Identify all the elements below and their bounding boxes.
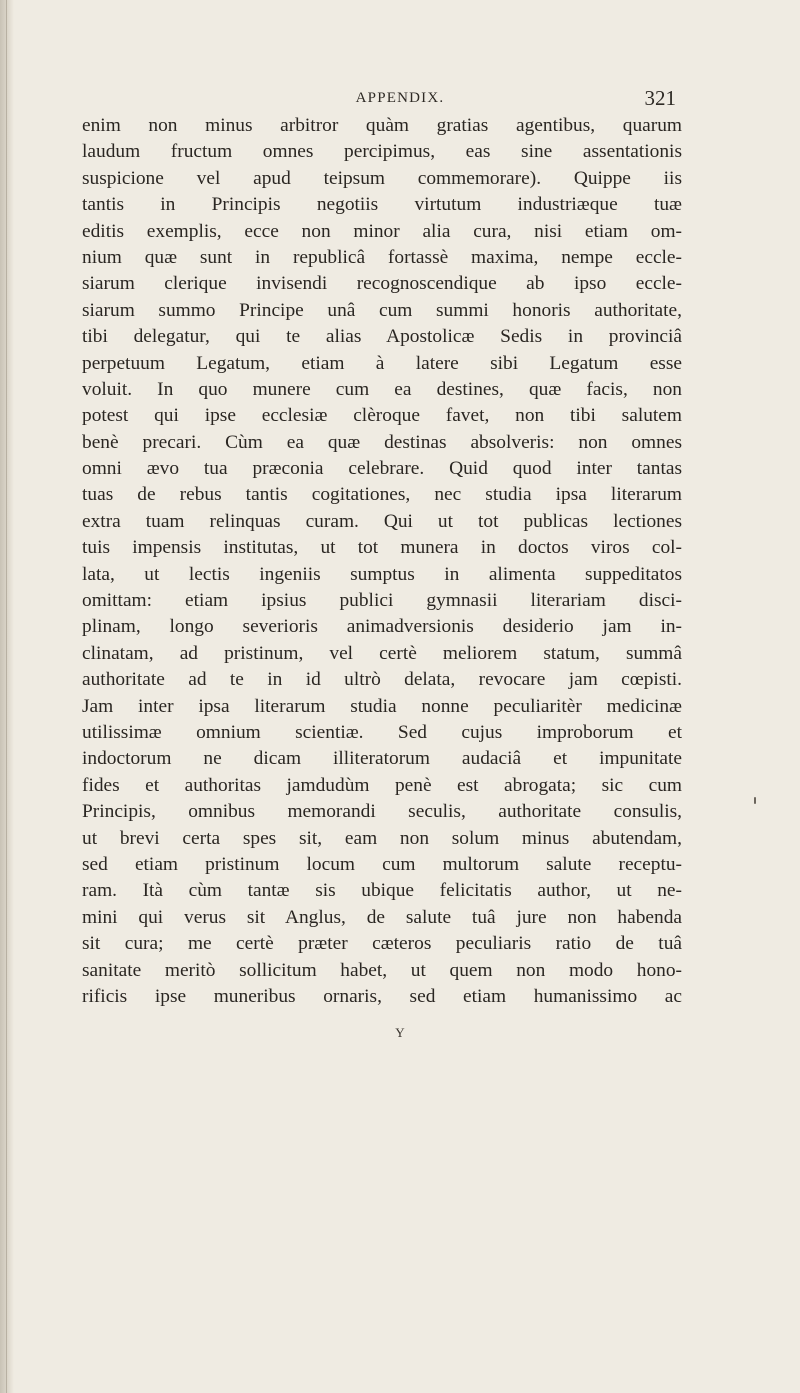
text-line: editis exemplis, ecce non minor alia cura, nisi etiam om- xyxy=(82,220,682,242)
text-line: siarum clerique invisendi recognoscendique ab ipso eccle- xyxy=(82,273,682,295)
page-number: 321 xyxy=(644,86,676,110)
text-line: tantis in Principis negotiis virtutum industriæque tuæ xyxy=(82,194,682,216)
text-line: voluit. In quo munere cum ea destines, quæ facis, non xyxy=(82,378,682,400)
binding-edge xyxy=(6,0,7,1393)
text-line: benè precari. Cùm ea quæ destinas absolveris: non omnes xyxy=(82,431,682,453)
text-line: authoritate ad te in id ultrò delata, revocare jam cœpisti. xyxy=(82,669,682,691)
page-gutter-shadow xyxy=(0,0,14,1393)
text-line: tuas de rebus tantis cogitationes, nec studia ipsa literarum xyxy=(82,484,682,506)
text-line: siarum summo Principe unâ cum summi honoris authoritate, xyxy=(82,299,682,321)
text-line: clinatam, ad pristinum, vel certè meliorem statum, summâ xyxy=(82,642,682,664)
text-line: tibi delegatur, qui te alias Apostolicæ Sedis in provinciâ xyxy=(82,326,682,348)
text-line: Principis, omnibus memorandi seculis, authoritate consulis, xyxy=(82,801,682,823)
text-line: rificis ipse muneribus ornaris, sed etiam humanissimo ac xyxy=(82,985,682,1007)
text-line: ram. Ità cùm tantæ sis ubique felicitatis author, ut ne- xyxy=(82,880,682,902)
text-line: utilissimæ omnium scientiæ. Sed cujus improborum et xyxy=(82,721,682,743)
text-line: fides et authoritas jamdudùm penè est abrogata; sic cum xyxy=(82,774,682,796)
text-line: Jam inter ipsa literarum studia nonne peculiaritèr medicinæ xyxy=(82,695,682,717)
text-line: sit cura; me certè præter cæteros peculiaris ratio de tuâ xyxy=(82,933,682,955)
ink-speck xyxy=(754,797,756,804)
text-line: perpetuum Legatum, etiam à latere sibi Legatum esse xyxy=(82,352,682,374)
text-line: laudum fructum omnes percipimus, eas sine assentationis xyxy=(82,141,682,163)
text-line: enim non minus arbitror quàm gratias agentibus, quarum xyxy=(82,115,682,136)
text-line: omni ævo tua præconia celebrare. Quid quod inter tantas xyxy=(82,458,682,480)
text-line: extra tuam relinquas curam. Qui ut tot publicas lectiones xyxy=(82,510,682,532)
text-line: sed etiam pristinum locum cum multorum salute receptu- xyxy=(82,853,682,875)
body-text xyxy=(82,113,682,1010)
text-line: suspicione vel apud teipsum commemorare). Quippe iis xyxy=(82,167,682,189)
text-line: indoctorum ne dicam illiteratorum audaciâ et impunitate xyxy=(82,748,682,770)
signature-mark: Y xyxy=(395,1025,405,1040)
running-head: APPENDIX. xyxy=(355,90,445,106)
text-line: tuis impensis institutas, ut tot munera in doctos viros col- xyxy=(82,537,682,559)
text-line: plinam, longo severioris animadversionis desiderio jam in- xyxy=(82,616,682,638)
text-line: nium quæ sunt in republicâ fortassè maxima, nempe eccle- xyxy=(82,246,682,268)
text-line: mini qui verus sit Anglus, de salute tuâ jure non habenda xyxy=(82,906,682,928)
page-header xyxy=(0,86,800,112)
text-line: sanitate meritò sollicitum habet, ut quem non modo hono- xyxy=(82,959,682,981)
text-line: ut brevi certa spes sit, eam non solum minus abutendam, xyxy=(82,827,682,849)
text-line: omittam: etiam ipsius publici gymnasii literariam disci- xyxy=(82,590,682,612)
text-line: potest qui ipse ecclesiæ clèroque favet, non tibi salutem xyxy=(82,405,682,427)
text-line: lata, ut lectis ingeniis sumptus in alimenta suppeditatos xyxy=(82,563,682,585)
